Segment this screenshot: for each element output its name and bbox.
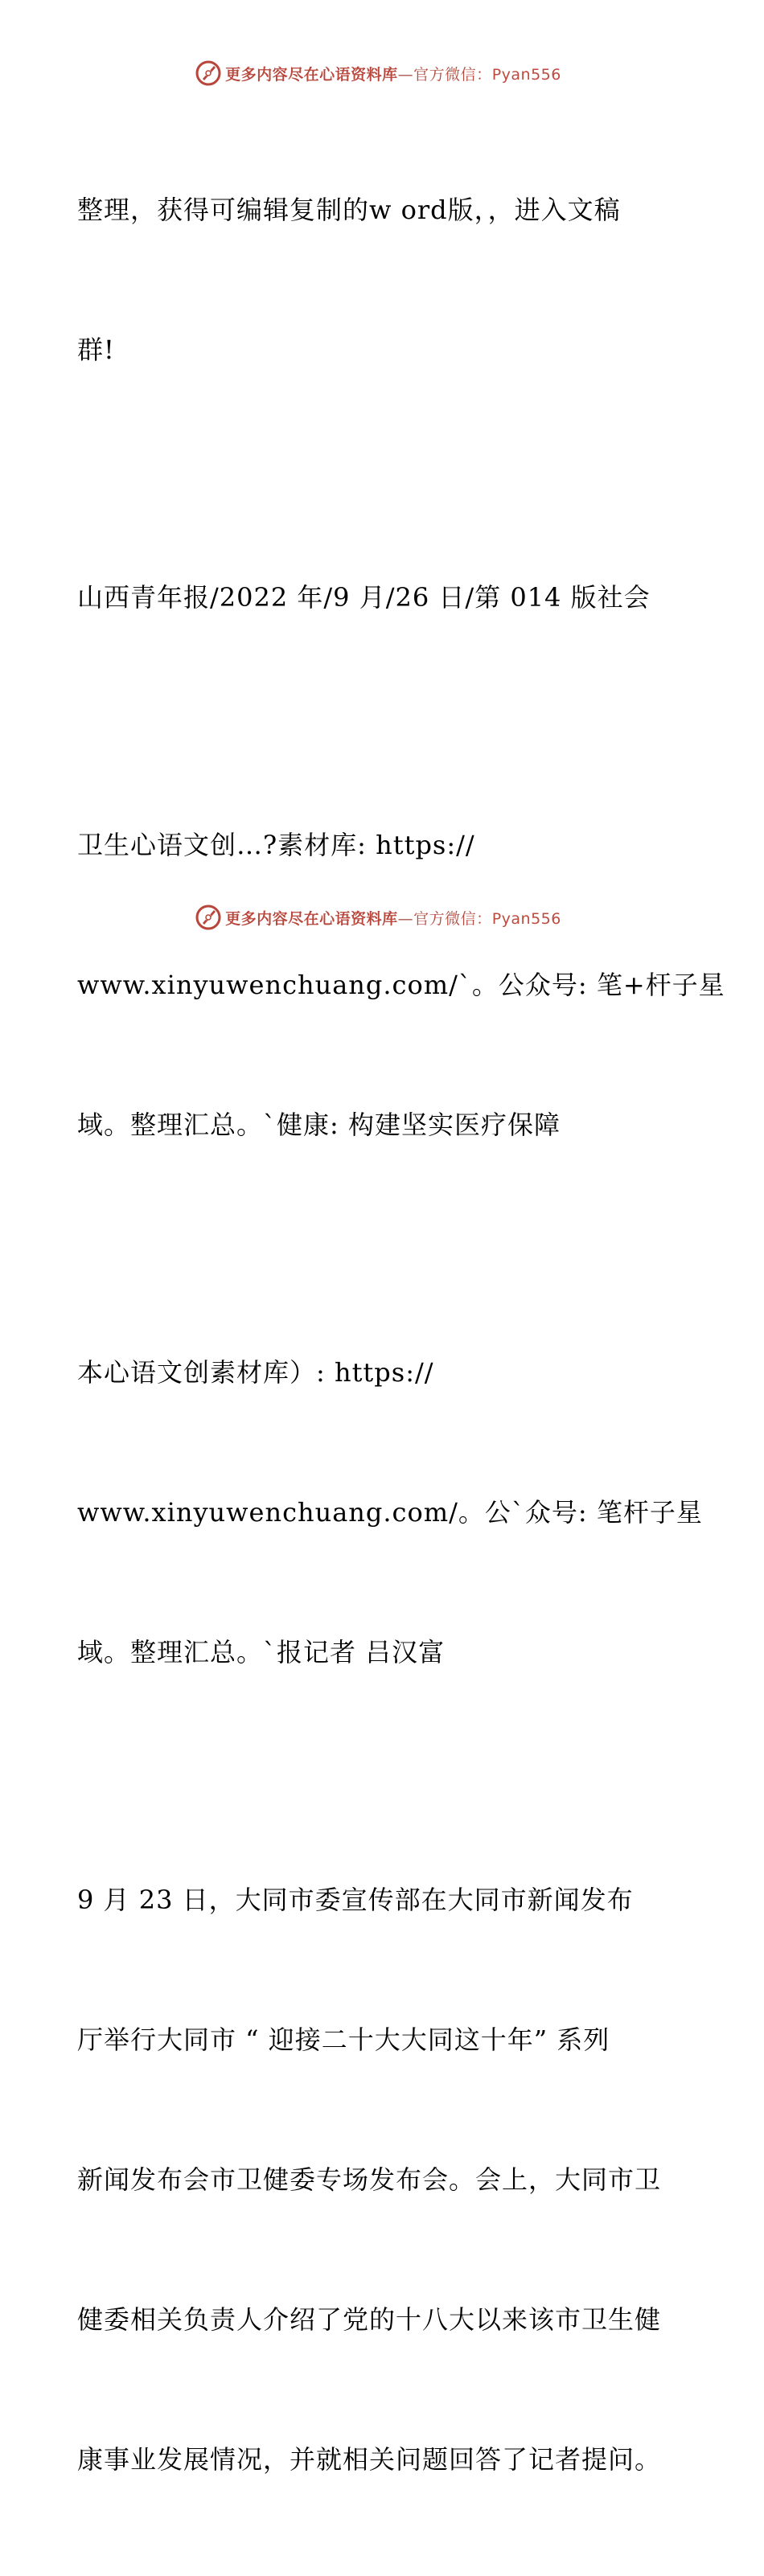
banner-main-text: 更多内容尽在心语资料库 <box>225 909 398 928</box>
header-banner <box>0 57 764 89</box>
banner-separator: — <box>397 65 414 84</box>
paragraph-5 <box>77 1783 688 2576</box>
paragraph-1 <box>77 93 688 466</box>
text-line: 康事业发展情况，并就相关问题回答了记者提问。 <box>77 2444 662 2475</box>
document-body <box>77 93 725 2576</box>
banner-separator: — <box>397 909 414 928</box>
banner-text <box>225 63 561 84</box>
banner-main-text: 更多内容尽在心语资料库 <box>225 65 398 84</box>
text-line: www.xinyuwenchuang.com/`。公众号: 笔+杆子星 <box>77 970 725 1000</box>
text-line: 整理，获得可编辑复制的w ord版，，进入文稿 <box>77 195 621 225</box>
banner-text <box>225 907 561 929</box>
text-line: 健委相关负责人介绍了党的十八大以来该市卫生健 <box>77 2304 662 2335</box>
header-banner-inner <box>195 59 561 87</box>
text-line: www.xinyuwenchuang.com/。公`众号: 笔杆子星 <box>77 1497 703 1528</box>
text-line: 域。整理汇总。`报记者 吕汉富 <box>77 1637 446 1667</box>
paragraph-2 <box>77 481 688 714</box>
banner-wechat-id: Pyan556 <box>491 909 561 928</box>
quill-circle-icon <box>195 904 222 931</box>
footer-banner-inner <box>195 904 561 931</box>
text-line: 卫生心语文创…?素材库: https:// <box>77 830 475 860</box>
footer-banner <box>0 901 764 933</box>
paragraph-4 <box>77 1256 703 1769</box>
quill-circle-icon <box>195 59 222 87</box>
text-line: 厅举行大同市 “ 迎接二十大大同这十年” 系列 <box>77 2024 610 2055</box>
text-line: 群! <box>77 334 115 365</box>
banner-wechat-id: Pyan556 <box>491 65 561 84</box>
banner-wechat-label: 官方微信： <box>413 909 492 928</box>
text-line: 域。整理汇总。`健康: 构建坚实医疗保障 <box>77 1110 561 1140</box>
text-line: 9 月 23 日，大同市委宣传部在大同市新闻发布 <box>77 1885 634 1915</box>
text-line: 新闻发布会市卫健委专场发布会。会上，大同市卫 <box>77 2164 662 2195</box>
paragraph-3 <box>77 728 725 1241</box>
text-line: 山西青年报/2022 年/9 月/26 日/第 014 版社会 <box>77 582 651 613</box>
text-line: 本心语文创素材库）: https:// <box>77 1357 434 1388</box>
banner-wechat-label: 官方微信： <box>413 65 492 84</box>
